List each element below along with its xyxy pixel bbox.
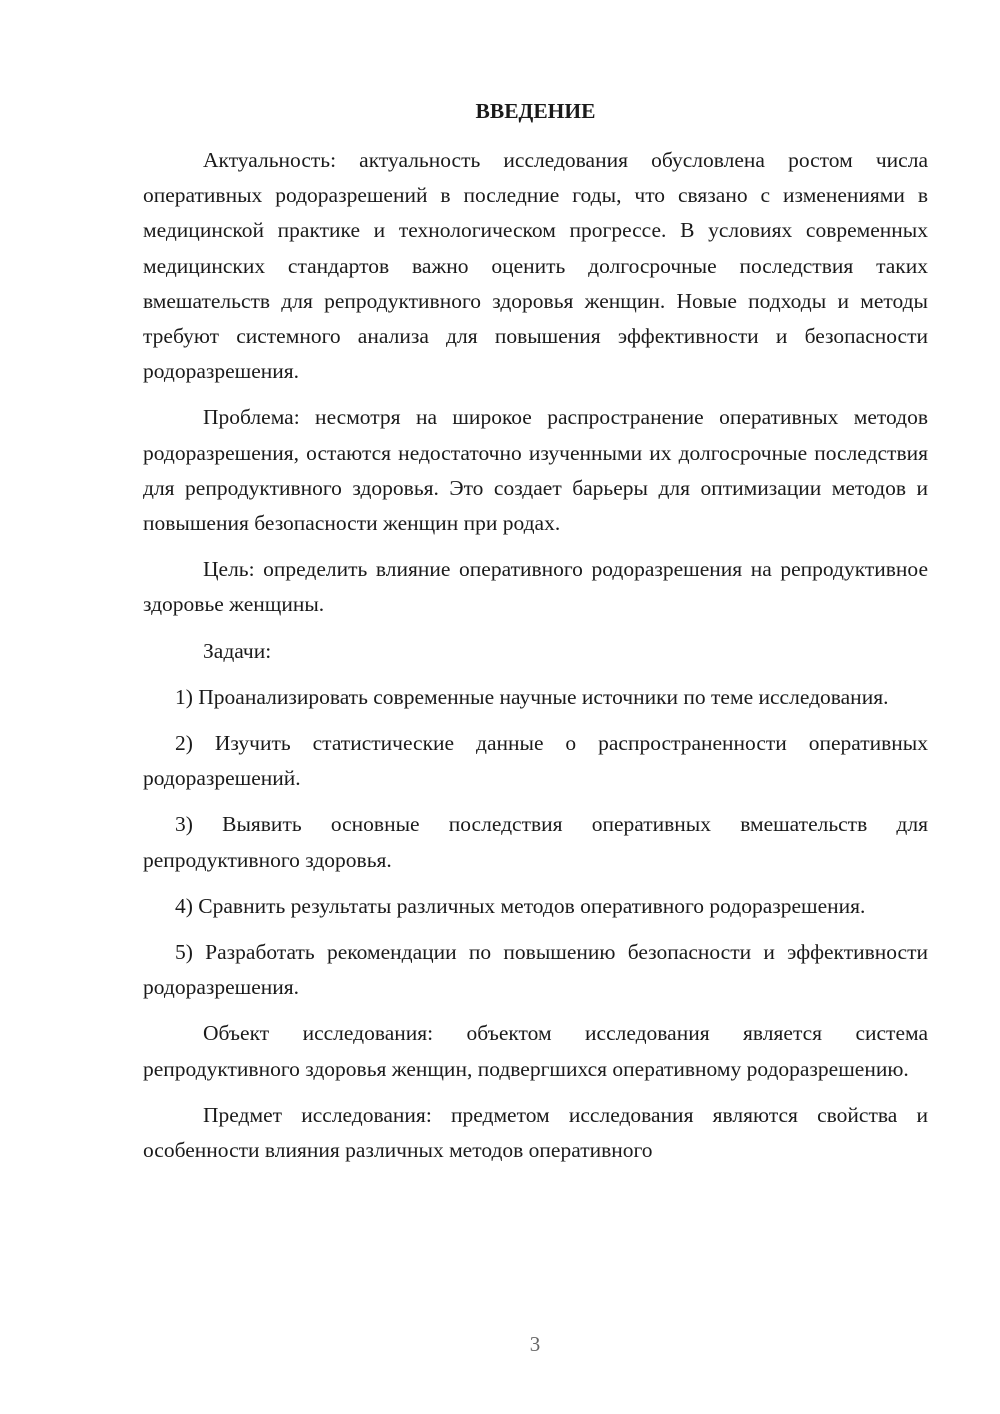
document-page (143, 94, 928, 1179)
object-paragraph: Объект исследования: объектом исследования является система репродуктивного здоровья женщин, подвергшихся оперативному родоразрешению. (143, 1021, 928, 1081)
task-item: 3) Выявить основные последствия оперативных вмешательств для репродуктивного здоровья. (143, 812, 928, 872)
task-item: 1) Проанализировать современные научные источники по теме исследования. (175, 684, 889, 709)
task-item: 4) Сравнить результаты различных методов оперативного родоразрешения. (175, 893, 866, 918)
problem-paragraph: Проблема: несмотря на широкое распространение оперативных методов родоразрешения, остаются недостаточно изученными их долгосрочные последствия для репродуктивного здоровья. Это создает барьеры для оптимизации методов и повышения безопасности женщин при родах. (143, 405, 928, 536)
task-item: 2) Изучить статистические данные о распространенности оперативных родоразрешений. (143, 731, 928, 791)
page-title: ВВЕДЕНИЕ (475, 99, 596, 123)
page-number: 3 (529, 1332, 541, 1356)
relevance-paragraph: Актуальность: актуальность исследования обусловлена ростом числа оперативных родоразрешений в последние годы, что связано с изменениями в медицинской практике и технологическом прогрессе. В условиях современных медицинских стандартов важно оценить долгосрочные последствия таких вмешательств для репродуктивного здоровья женщин. Новые подходы и методы требуют системного анализа для повышения эффективности и безопасности родоразрешения. (143, 148, 928, 384)
goal-paragraph: Цель: определить влияние оперативного родоразрешения на репродуктивное здоровье женщины. (143, 557, 928, 617)
subject-paragraph: Предмет исследования: предметом исследования являются свойства и особенности влияния различных методов оперативного (143, 1102, 928, 1163)
task-item: 5) Разработать рекомендации по повышению безопасности и эффективности родоразрешения. (143, 940, 928, 1000)
tasks-heading: Задачи: (203, 638, 272, 663)
tasks-list (143, 680, 928, 1006)
